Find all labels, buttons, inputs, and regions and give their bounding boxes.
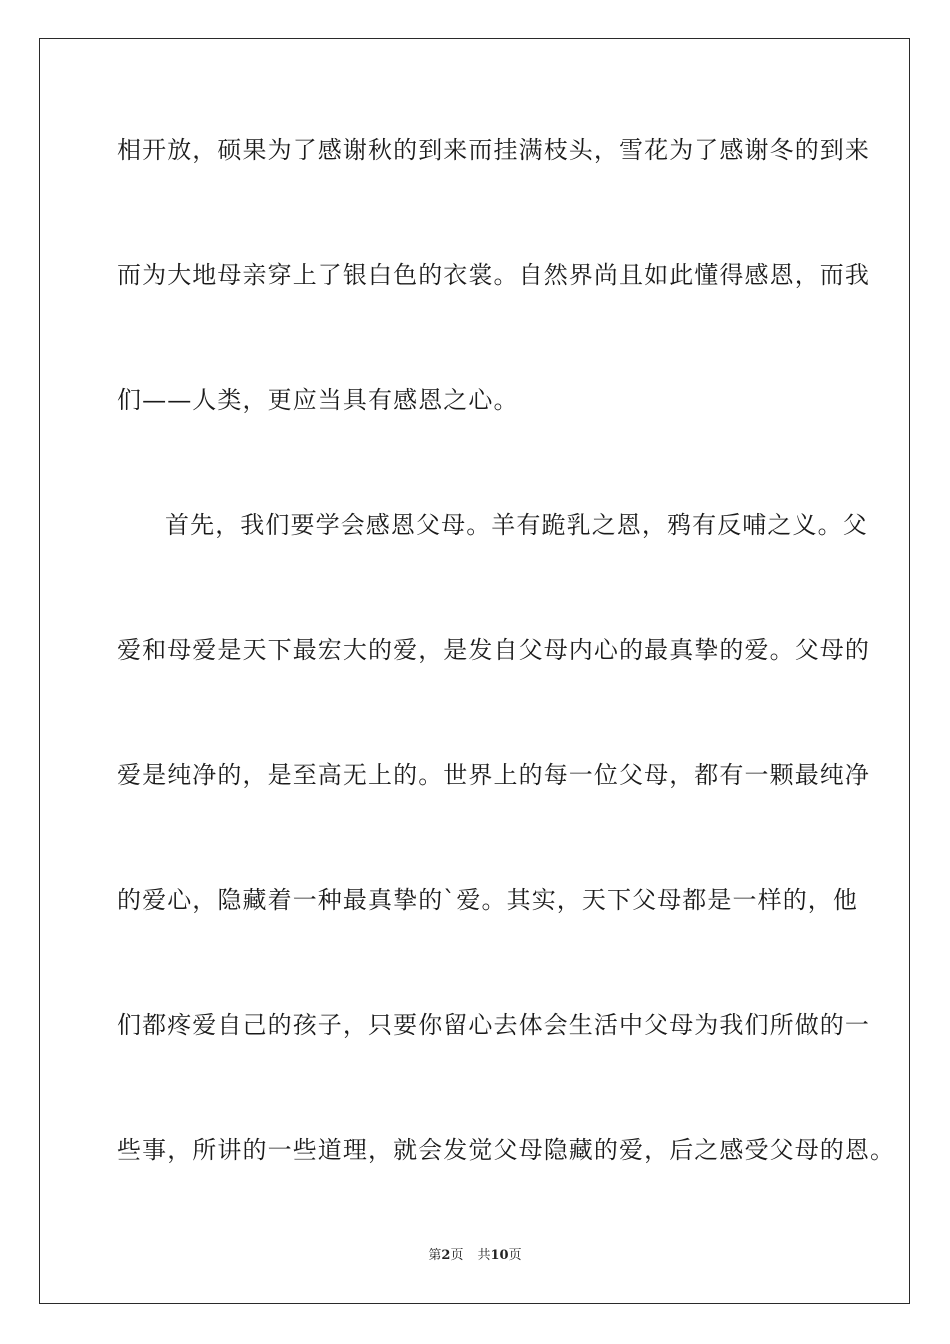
text-line-5: 爱和母爱是天下最宏大的爱，是发自父母内心的最真挚的爱。父母的: [117, 636, 870, 664]
text-line-7: 的爱心，隐藏着一种最真挚的`爱。其实，天下父母都是一样的，他: [117, 886, 858, 914]
footer-page-prefix: 第: [428, 1248, 442, 1263]
text-line-4: 首先，我们要学会感恩父母。羊有跪乳之恩，鸦有反哺之义。父: [165, 511, 868, 539]
page-border: [39, 38, 910, 1304]
text-line-8: 们都疼爱自己的孩子，只要你留心去体会生活中父母为我们所做的一: [117, 1011, 870, 1039]
footer-page-suffix: 页: [450, 1248, 464, 1263]
text-line-9: 些事，所讲的一些道理，就会发觉父母隐藏的爱，后之感受父母的恩。: [117, 1136, 896, 1164]
footer-total-prefix: 共: [477, 1248, 491, 1263]
text-line-2: 而为大地母亲穿上了银白色的衣裳。自然界尚且如此懂得感恩，而我: [117, 261, 870, 289]
footer-page-number: 2: [441, 1248, 451, 1263]
footer-total-suffix: 页: [508, 1248, 522, 1263]
text-line-6: 爱是纯净的，是至高无上的。世界上的每一位父母，都有一颗最纯净: [117, 761, 870, 789]
text-line-3: 们——人类，更应当具有感恩之心。: [117, 386, 519, 414]
page-footer: [0, 1247, 950, 1265]
text-line-1: 相开放，硕果为了感谢秋的到来而挂满枝头，雪花为了感谢冬的到来: [117, 136, 870, 164]
footer-total-pages: 10: [490, 1248, 509, 1263]
